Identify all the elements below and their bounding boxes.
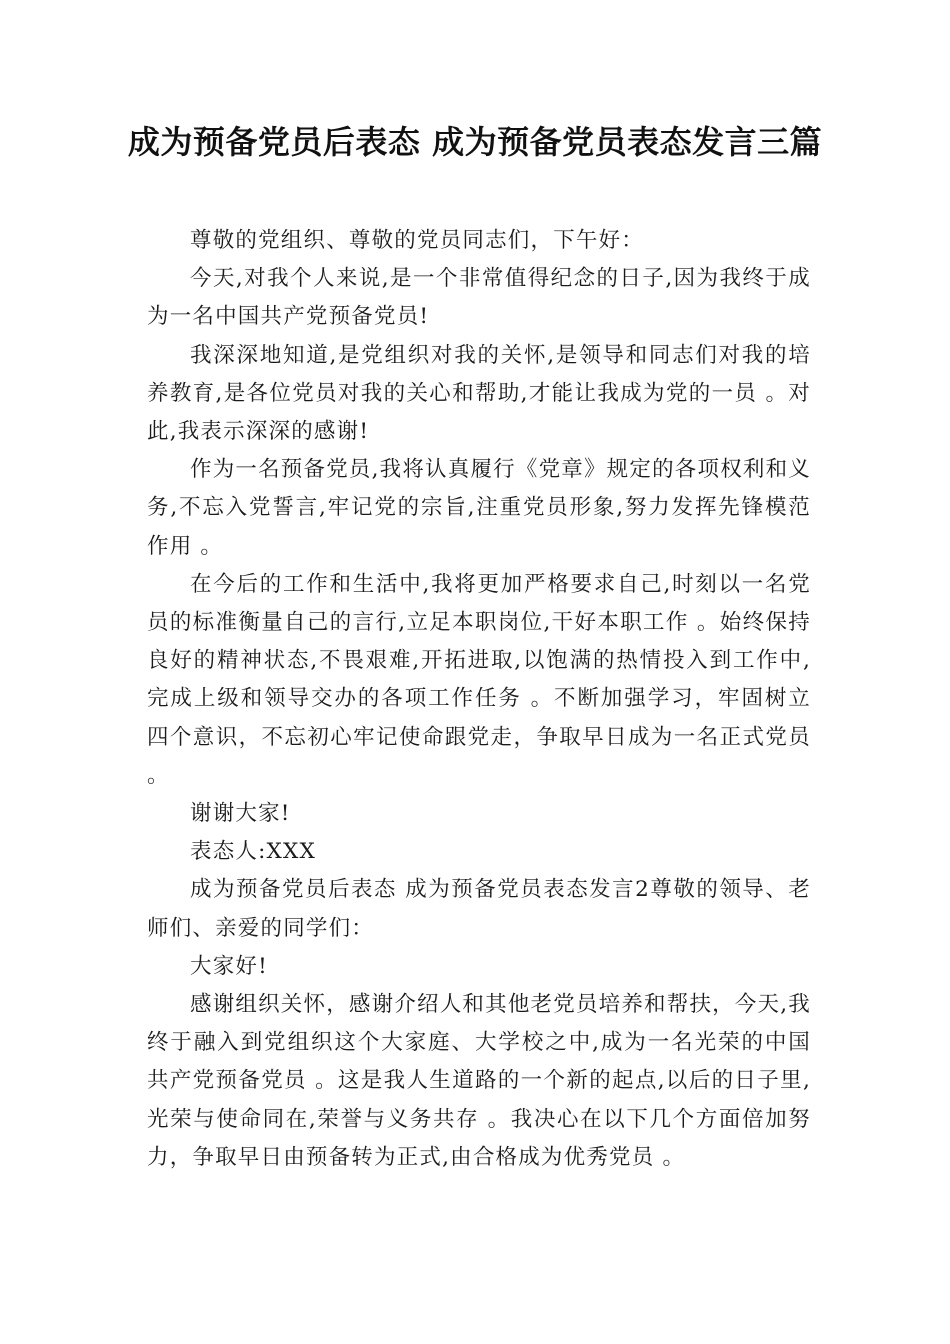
- paragraph: 在今后的工作和生活中,我将更加严格要求自己,时刻以一名党员的标准衡量自己的言行,立足本职岗位,干好本职工作 。始终保持良好的精神状态,不畏艰难,开拓进取,以饱满的热情投入到工作中,完成上级和领导交办的各项工作任务 。不断加强学习，牢固树立四个意识，不忘初心牢记使命跟党走，争取早日成为一名正式党员 。: [147, 571, 811, 788]
- paragraph-greeting: 尊敬的党组织、尊敬的党员同志们，下午好：: [190, 228, 645, 253]
- paragraph-signature: 表态人:XXX: [190, 839, 317, 865]
- paragraph: 成为预备党员后表态 成为预备党员表态发言2尊敬的领导、老师们、亲爱的同学们：: [147, 877, 811, 941]
- paragraph: 今天,对我个人来说,是一个非常值得纪念的日子,因为我终于成为一名中国共产党预备党员!: [147, 266, 811, 330]
- paragraph-thanks: 谢谢大家!: [190, 801, 291, 827]
- paragraph: 作为一名预备党员,我将认真履行《党章》规定的各项权利和义务,不忘入党誓言,牢记党的宗旨,注重党员形象,努力发挥先锋模范作用 。: [147, 457, 811, 559]
- paragraph: 我深深地知道,是党组织对我的关怀,是领导和同志们对我的培养教育,是各位党员对我的关心和帮助,才能让我成为党的一员 。对此,我表示深深的感谢!: [147, 342, 811, 445]
- document-body: [147, 222, 811, 1177]
- paragraph: 感谢组织关怀，感谢介绍人和其他老党员培养和帮扶，今天,我终于融入到党组织这个大家庭、大学校之中,成为一名光荣的中国共产党预备党员 。这是我人生道路的一个新的起点,以后的日子里,光荣与使命同在,荣誉与义务共存 。我决心在以下几个方面倍加努力，争取早日由预备转为正式,由合格成为优秀党员 。: [147, 992, 811, 1170]
- document-title: 成为预备党员后表态 成为预备党员表态发言三篇: [127, 123, 823, 161]
- paragraph-greeting: 大家好!: [190, 953, 268, 979]
